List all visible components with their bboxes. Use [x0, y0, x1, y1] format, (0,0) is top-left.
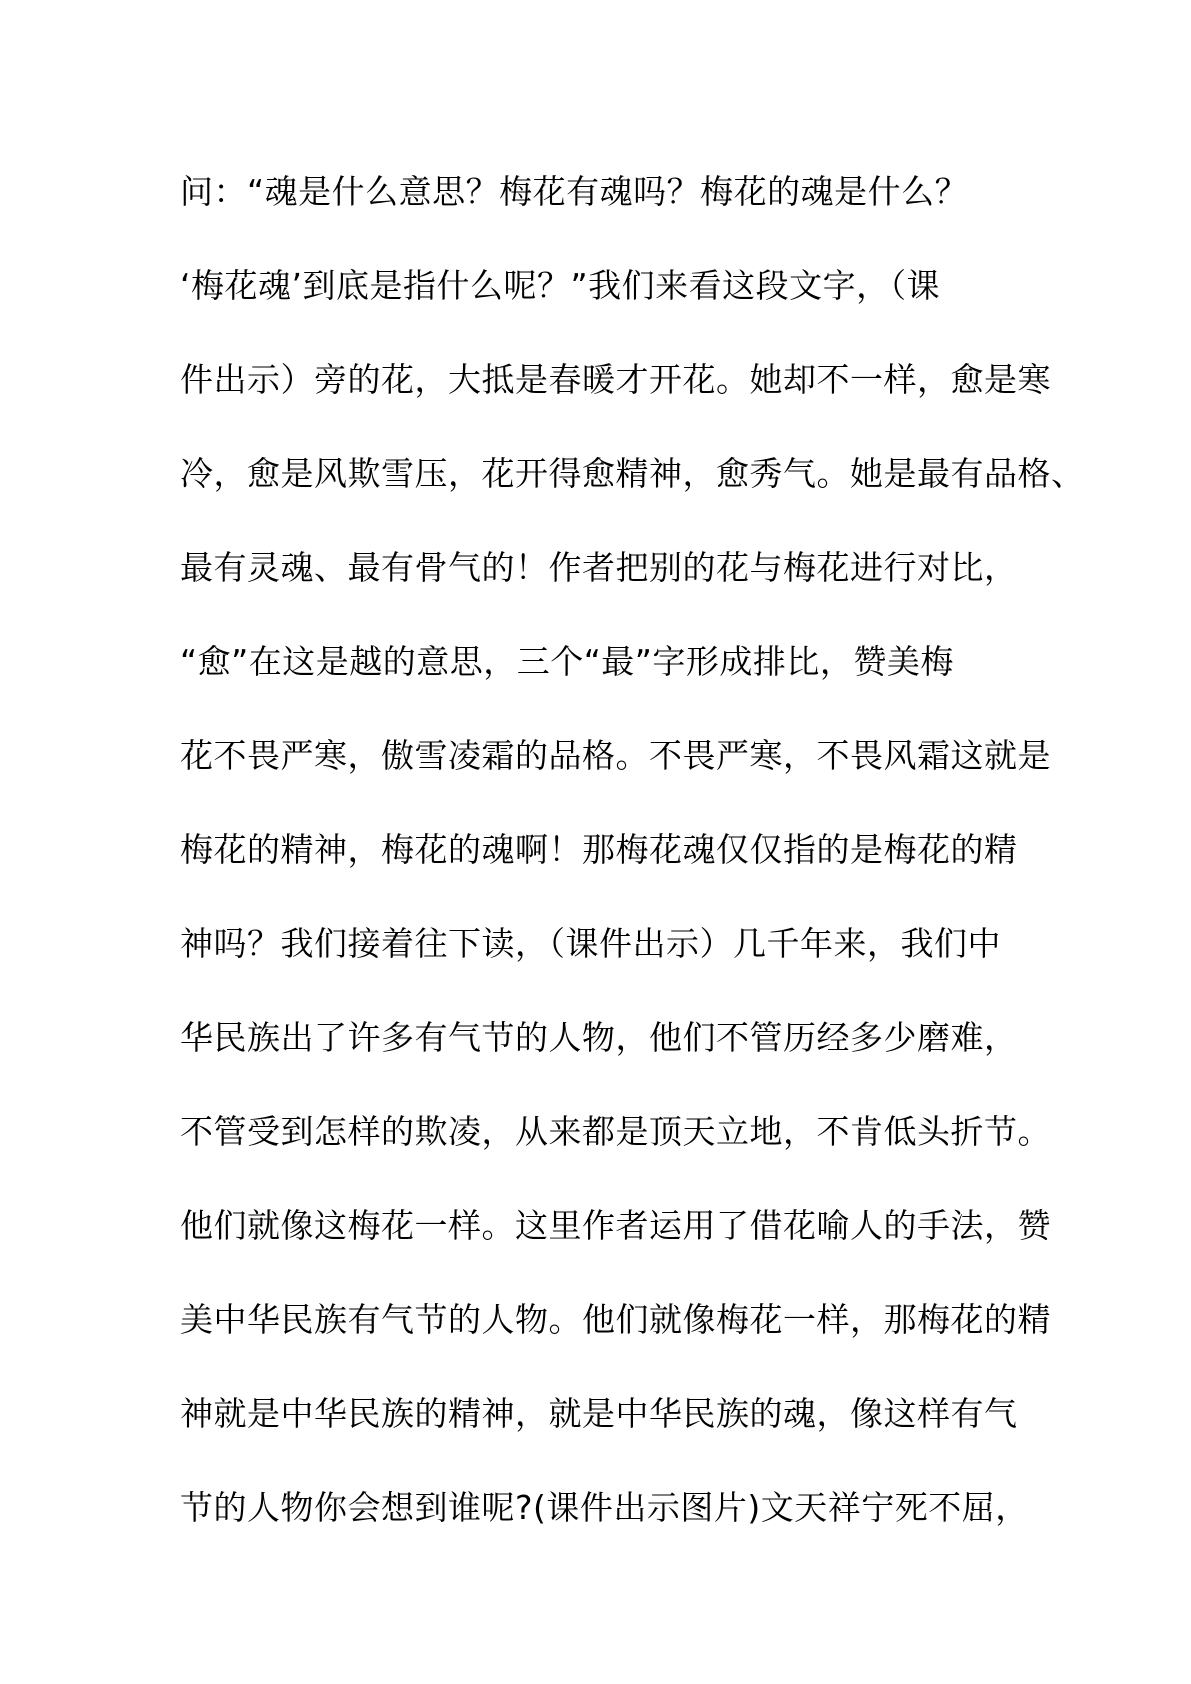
text-line: 神就是中华民族的精神，就是中华民族的魂，像这样有气: [180, 1394, 1018, 1433]
text-line: 他们就像这梅花一样。这里作者运用了借花喻人的手法，赞: [180, 1206, 1051, 1245]
text-line: 件出示）旁的花，大抵是春暖才开花。她却不一样，愈是寒: [180, 360, 1051, 399]
text-line: 冷，愈是风欺雪压，花开得愈精神，愈秀气。她是最有品格、: [180, 454, 1085, 493]
text-line: 华民族出了许多有气节的人物，他们不管历经多少磨难，: [180, 1018, 1018, 1057]
text-line: 梅花的精神，梅花的魂啊！那梅花魂仅仅指的是梅花的精: [180, 830, 1018, 869]
text-line: 美中华民族有气节的人物。他们就像梅花一样，那梅花的精: [180, 1300, 1051, 1339]
text-line: 不管受到怎样的欺凌，从来都是顶天立地，不肯低头折节。: [180, 1112, 1051, 1151]
text-line: 问：“魂是什么意思？梅花有魂吗？梅花的魂是什么？: [180, 172, 969, 211]
body-paragraph: [180, 160, 1085, 1570]
text-line: 节的人物你会想到谁呢?(课件出示图片)文天祥宁死不屈，: [180, 1488, 1029, 1527]
text-line: 最有灵魂、最有骨气的！作者把别的花与梅花进行对比，: [180, 548, 1018, 587]
text-line: ‘梅花魂’到底是指什么呢？”我们来看这段文字，（课: [180, 266, 941, 305]
text-line: “愈”在这是越的意思，三个“最”字形成排比，赞美梅: [180, 642, 954, 681]
text-line: 花不畏严寒，傲雪凌霜的品格。不畏严寒，不畏风霜这就是: [180, 736, 1051, 775]
text-line: 神吗？我们接着往下读，（课件出示）几千年来，我们中: [180, 924, 1001, 963]
